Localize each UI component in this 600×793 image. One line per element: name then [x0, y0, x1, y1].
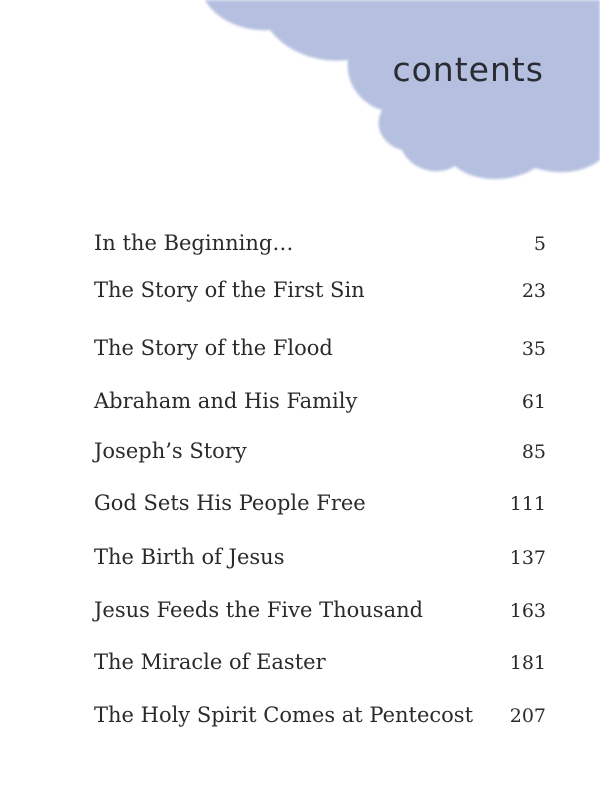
- toc-entry-page-number: 23: [521, 280, 546, 302]
- toc-entry-page-number: 35: [521, 338, 546, 360]
- toc-entry-title: The Story of the Flood: [94, 336, 333, 360]
- toc-entry-title: Joseph’s Story: [94, 439, 247, 463]
- toc-entry-page-number: 137: [509, 547, 546, 569]
- watercolor-cloud-decoration: [0, 0, 600, 200]
- toc-entry: [94, 703, 546, 730]
- toc-entry: [94, 650, 546, 677]
- toc-entry-page-number: 207: [509, 705, 546, 727]
- table-of-contents: [94, 231, 546, 730]
- toc-entry: [94, 278, 546, 305]
- toc-entry-title: The Holy Spirit Comes at Pentecost: [94, 703, 474, 727]
- toc-entry: [94, 336, 546, 363]
- toc-entry-title: God Sets His People Free: [94, 491, 366, 515]
- toc-entry-page-number: 85: [521, 441, 546, 463]
- toc-entry: [94, 598, 546, 625]
- toc-entry: [94, 231, 546, 258]
- toc-entry-page-number: 61: [521, 391, 546, 413]
- toc-entry: [94, 389, 546, 416]
- toc-entry-title: The Birth of Jesus: [94, 545, 285, 569]
- toc-entry: [94, 491, 546, 518]
- toc-entry-title: Jesus Feeds the Five Thousand: [94, 598, 424, 622]
- toc-entry-page-number: 163: [509, 600, 546, 622]
- toc-entry-title: The Story of the First Sin: [94, 278, 365, 302]
- toc-entry: [94, 545, 546, 572]
- toc-entry-title: In the Beginning…: [94, 231, 294, 255]
- contents-heading: contents: [392, 50, 544, 89]
- toc-entry-page-number: 181: [509, 652, 546, 674]
- toc-entry-page-number: 5: [533, 233, 546, 255]
- toc-entry-title: Abraham and His Family: [94, 389, 358, 413]
- toc-entry-page-number: 111: [509, 493, 546, 515]
- toc-entry-title: The Miracle of Easter: [94, 650, 326, 674]
- toc-entry: [94, 439, 546, 466]
